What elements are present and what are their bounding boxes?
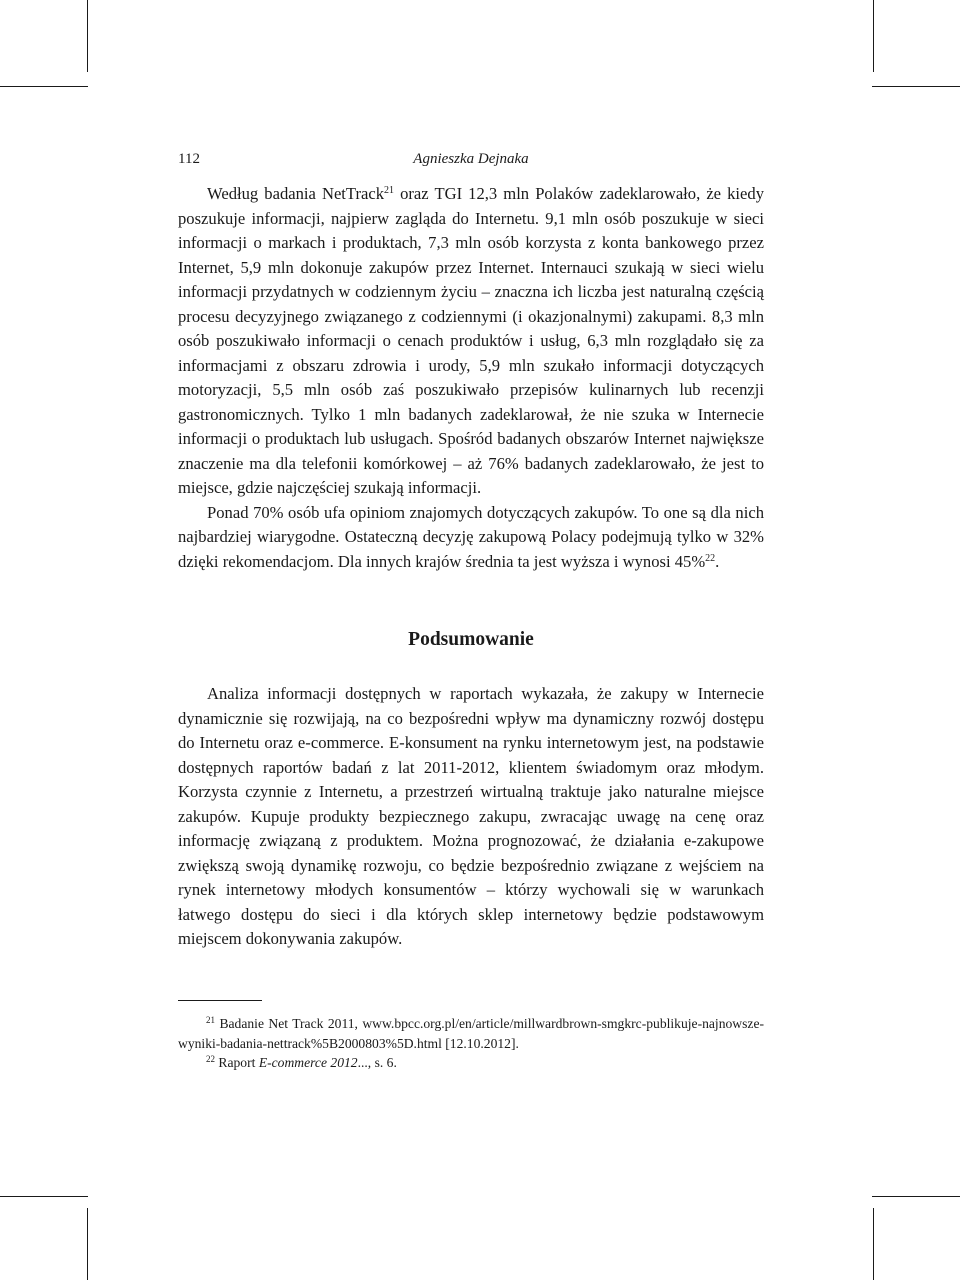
- footnote-separator: [178, 1000, 262, 1001]
- page-number: 112: [178, 151, 200, 167]
- paragraph: [178, 501, 764, 575]
- crop-mark: [87, 0, 88, 72]
- paragraph-text: oraz TGI 12,3 mln Polaków zadeklarowało, że kiedy poszukuje informacji, najpierw zagląda do Internetu. 9,1 mln osób poszukuje w sieci informacji o markach i produktach, 7,3 mln osób korzysta z konta bankowego przez Internet, 5,9 mln dokonuje zakupów przez Internet. Internauci szukają w sieci wielu informacji przydatnych w codziennym życiu – znaczna ich liczba jest naturalną częścią procesu decyzyjnego związanego z codziennymi (i okazjonalnymi) zakupami. 8,3 mln osób poszukiwało informacji o cenach produktów i usług, 6,3 mln rozglądało się za informacjami z obszaru zdrowia i urody, 5,9 mln szukało informacji dotyczących motoryzacji, 5,5 mln osób zaś poszukiwało przepisów kulinarnych lub recenzji gastronomicznych. Tylko 1 mln badanych zadeklarował, że nie szuka w Internecie informacji o produktach lub usługach. Spośród badanych obszarów Internet największe znaczenie ma dla telefonii komórkowej – aż 76% badanych zadeklarowało, że jest to miejsce, gdzie najczęściej szukają informacji.: [178, 184, 764, 497]
- crop-mark: [87, 1208, 88, 1280]
- crop-mark: [873, 0, 874, 72]
- footnote-text: ..., s. 6.: [357, 1055, 397, 1070]
- footnote-text: Badanie Net Track 2011, www.bpcc.org.pl/en/article/millwardbrown-smgkrc-publikuje-najnowsze-wyniki-badania-nettrack%5B2000803%5D.html [12.10.2012].: [178, 1016, 765, 1051]
- crop-mark: [873, 1208, 874, 1280]
- paragraph-text: Według badania NetTrack: [207, 184, 385, 203]
- paragraph: [178, 182, 764, 501]
- footnote-title: E-commerce 2012: [258, 1055, 358, 1070]
- crop-mark: [872, 86, 960, 87]
- footnote-ref[interactable]: 22: [705, 552, 716, 564]
- footnotes: [178, 1014, 764, 1073]
- footnote-22: [178, 1053, 764, 1073]
- footnote-text: Raport: [218, 1055, 259, 1070]
- crop-mark: [0, 1196, 88, 1197]
- crop-mark: [872, 1196, 960, 1197]
- paragraph-text: Ponad 70% osób ufa opiniom znajomych dotyczących zakupów. To one są dla nich najbardziej wiarygodne. Ostateczną decyzję zakupową Polacy podejmują tylko w 32% dzięki rekomendacjom. Dla innych krajów średnia ta jest wyższa i wynosi 45%: [178, 502, 764, 571]
- footnote-21: [178, 1014, 764, 1053]
- body-text: [178, 182, 764, 574]
- crop-mark: [0, 86, 88, 87]
- footnote-ref[interactable]: 21: [384, 185, 395, 196]
- running-head-author: Agnieszka Dejnaka: [413, 151, 529, 167]
- paragraph-text: .: [715, 551, 720, 571]
- paragraph: Analiza informacji dostępnych w raportach wykazała, że zakupy w Internecie dynamicznie się rozwijają, na co bezpośredni wpływ ma dynamiczny rozwój dostępu do Internetu oraz e-commerce. E-konsument na rynku internetowym jest, na podstawie dostępnych raportów badań z lat 2011-2012, klientem świadomym oraz młodym. Korzysta czynnie z Internetu, a przestrzeń wirtualną traktuje jako naturalne miejsce zakupów. Kupuje produkty bezpiecznego zakupu, zwracając uwagę na cenę oraz informację związaną z produktem. Można prognozować, że działania e-zakupowe zwiększą swoją dynamikę rozwoju, co będzie bezpośrednio związane z wejściem na rynek internetowy młodych konsumentów – którzy wychowali się w warunkach łatwego dostępu do sieci i dla których sklep internetowy będzie podstawowym miejscem dokonywania zakupów.: [178, 684, 764, 948]
- footnote-number: 21: [206, 1015, 215, 1025]
- page-header: [178, 150, 764, 168]
- footnote-number: 22: [206, 1054, 215, 1064]
- section-heading: Podsumowanie: [408, 629, 534, 650]
- summary-text: [178, 682, 764, 952]
